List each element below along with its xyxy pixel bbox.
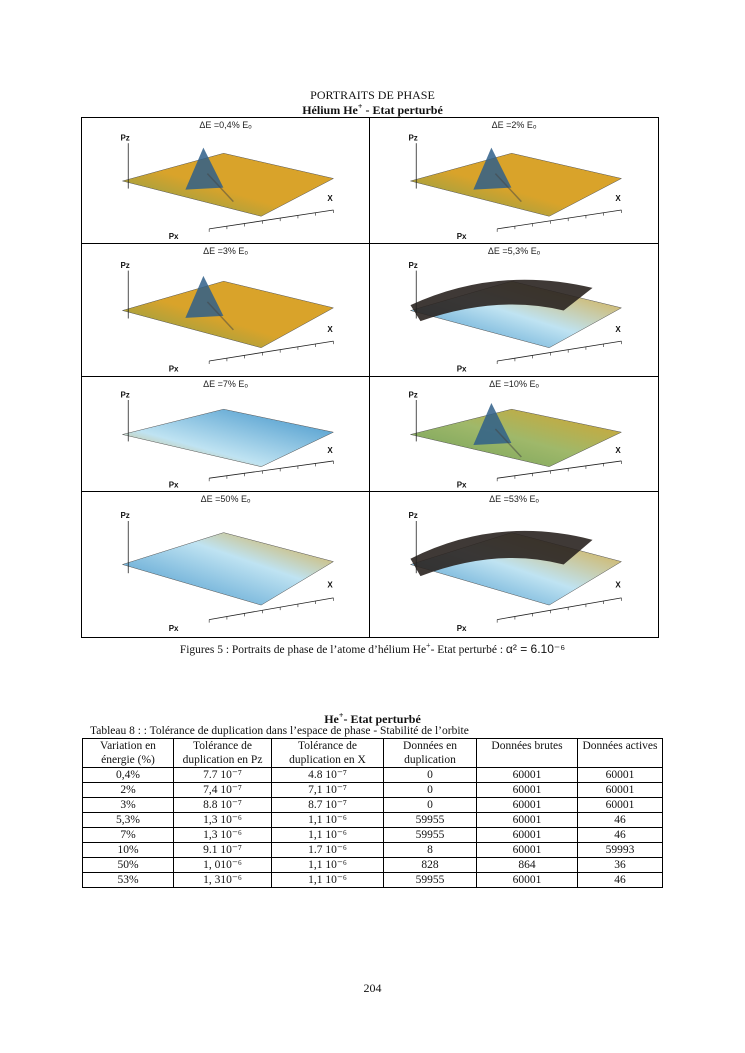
panel-label: ΔE =10% Eₒ — [489, 379, 539, 389]
surface-plot — [82, 244, 370, 377]
table-cell: 2% — [83, 783, 174, 798]
panel-label: ΔE =5,3% Eₒ — [487, 246, 541, 256]
axis-label-x: X — [615, 445, 621, 455]
table-cell: 60001 — [477, 813, 578, 828]
axis-label-x: X — [615, 324, 621, 334]
panel-label: ΔE =53% Eₒ — [489, 494, 539, 504]
phase-panel — [370, 377, 658, 492]
table-cell: 1,1 10⁻⁶ — [272, 858, 384, 873]
table-cell: 46 — [578, 813, 663, 828]
axis-x — [209, 210, 333, 229]
surface — [410, 153, 621, 216]
surface — [122, 281, 333, 348]
table-row — [83, 783, 663, 798]
table-cell: 60001 — [477, 798, 578, 813]
phase-portrait-grid — [81, 117, 659, 638]
table-cell: 60001 — [477, 828, 578, 843]
phase-panel — [82, 492, 370, 637]
alpha-formula: α² = 6.10⁻⁶ — [505, 641, 566, 656]
axis-x — [209, 461, 333, 478]
table-row — [83, 768, 663, 783]
table-cell: 7,1 10⁻⁷ — [272, 783, 384, 798]
axis-label-x: X — [327, 580, 333, 590]
table-cell: 8.7 10⁻⁷ — [272, 798, 384, 813]
table-cell: 50% — [83, 858, 174, 873]
table-cell: 59955 — [384, 828, 477, 843]
table-row — [83, 858, 663, 873]
table-caption: Tableau 8 : : Tolérance de duplication dans l’espace de phase - Stabilité de l’orbite — [90, 725, 469, 737]
axis-x — [497, 461, 621, 478]
axis-label-x: X — [615, 580, 621, 590]
surface-plot — [370, 118, 658, 244]
table-cell: 1,3 10⁻⁶ — [174, 828, 272, 843]
panel-label: ΔE =2% Eₒ — [491, 120, 537, 130]
phase-panel — [82, 118, 370, 244]
figure-title: PORTRAITS DE PHASE — [310, 88, 435, 102]
panel-label: ΔE =7% Eₒ — [203, 379, 248, 389]
panel-label: ΔE =3% Eₒ — [203, 246, 248, 256]
table-cell: 0 — [384, 798, 477, 813]
column-header: Données en duplication — [384, 739, 477, 768]
axis-label-pz: Pz — [120, 133, 130, 143]
axis-label-px: Px — [456, 480, 467, 490]
table-cell: 46 — [578, 873, 663, 888]
table-row — [83, 813, 663, 828]
table-row — [83, 873, 663, 888]
table-cell: 60001 — [578, 783, 663, 798]
axis-label-pz: Pz — [408, 133, 418, 143]
table-cell: 1, 010⁻⁶ — [174, 858, 272, 873]
table-row — [83, 843, 663, 858]
table-cell: 60001 — [477, 873, 578, 888]
surface — [122, 533, 333, 606]
table-cell: 3% — [83, 798, 174, 813]
table-cell: 1,1 10⁻⁶ — [272, 828, 384, 843]
table-cell: 60001 — [477, 783, 578, 798]
column-header: Données actives — [578, 739, 663, 768]
table-cell: 0 — [384, 768, 477, 783]
table-cell: 828 — [384, 858, 477, 873]
surface — [122, 409, 333, 467]
panel-label: ΔE =0,4% Eₒ — [199, 120, 252, 130]
table-cell: 7.7 10⁻⁷ — [174, 768, 272, 783]
column-header: Variation en énergie (%) — [83, 739, 174, 768]
table-cell: 0 — [384, 783, 477, 798]
axis-label-px: Px — [168, 231, 179, 241]
phase-panel — [370, 244, 658, 377]
axis-label-x: X — [615, 194, 621, 204]
phase-panel — [370, 118, 658, 244]
axis-label-x: X — [327, 324, 333, 334]
page-number: 204 — [363, 981, 382, 995]
surface — [410, 409, 621, 467]
phase-panel — [82, 377, 370, 492]
axis-label-pz: Pz — [408, 260, 418, 270]
axis-label-pz: Pz — [120, 390, 130, 400]
table-cell: 1,1 10⁻⁶ — [272, 813, 384, 828]
table-title: He+- Etat perturbé — [324, 711, 421, 726]
axis-x — [497, 598, 621, 620]
axis-x — [209, 598, 333, 620]
table-cell: 1,1 10⁻⁶ — [272, 873, 384, 888]
table-cell: 4.8 10⁻⁷ — [272, 768, 384, 783]
table-cell: 59993 — [578, 843, 663, 858]
table-cell: 60001 — [477, 843, 578, 858]
column-header: Tolérance de duplication en Pz — [174, 739, 272, 768]
table-cell: 46 — [578, 828, 663, 843]
table-cell: 8 — [384, 843, 477, 858]
axis-x — [497, 341, 621, 361]
table-row — [83, 798, 663, 813]
axis-label-pz: Pz — [408, 390, 418, 400]
figure-subtitle: Hélium He+ - Etat perturbé — [302, 102, 443, 117]
axis-label-pz: Pz — [120, 511, 130, 521]
axis-label-px: Px — [168, 624, 179, 634]
table-cell: 59955 — [384, 813, 477, 828]
axis-label-px: Px — [456, 624, 467, 634]
column-header: Tolérance de duplication en X — [272, 739, 384, 768]
tolerance-table — [82, 738, 663, 888]
axis-label-x: X — [327, 194, 333, 204]
axis-label-px: Px — [456, 364, 467, 374]
table-cell: 5,3% — [83, 813, 174, 828]
table-row — [83, 828, 663, 843]
axis-x — [209, 341, 333, 361]
table-cell: 0,4% — [83, 768, 174, 783]
table-cell: 1.7 10⁻⁶ — [272, 843, 384, 858]
table-cell: 53% — [83, 873, 174, 888]
table-cell: 7,4 10⁻⁷ — [174, 783, 272, 798]
phase-panel — [370, 492, 658, 637]
surface-plot — [82, 377, 370, 492]
table-cell: 1,3 10⁻⁶ — [174, 813, 272, 828]
table-header-row — [83, 739, 663, 768]
table-cell: 36 — [578, 858, 663, 873]
phase-panel — [82, 244, 370, 377]
table-cell: 7% — [83, 828, 174, 843]
figure-caption: Figures 5 : Portraits de phase de l’atome d’hélium He+- Etat perturbé : α² = 6.10⁻⁶ — [179, 641, 566, 656]
surface — [122, 153, 333, 216]
column-header: Données brutes — [477, 739, 578, 768]
surface-plot — [82, 118, 370, 244]
table-cell: 10% — [83, 843, 174, 858]
surface-plot — [370, 492, 658, 637]
table-cell: 60001 — [477, 768, 578, 783]
table-cell: 60001 — [578, 768, 663, 783]
axis-label-x: X — [327, 445, 333, 455]
axis-label-pz: Pz — [120, 260, 130, 270]
table-cell: 864 — [477, 858, 578, 873]
surface-plot — [370, 377, 658, 492]
surface-plot — [82, 492, 370, 637]
table-cell: 1, 310⁻⁶ — [174, 873, 272, 888]
table-cell: 9.1 10⁻⁷ — [174, 843, 272, 858]
axis-label-pz: Pz — [408, 511, 418, 521]
axis-label-px: Px — [168, 364, 179, 374]
axis-label-px: Px — [168, 480, 179, 490]
axis-x — [497, 210, 621, 229]
table-cell: 60001 — [578, 798, 663, 813]
panel-label: ΔE =50% Eₒ — [200, 494, 251, 504]
surface-plot — [370, 244, 658, 377]
axis-label-px: Px — [456, 231, 467, 241]
table-cell: 8.8 10⁻⁷ — [174, 798, 272, 813]
table-cell: 59955 — [384, 873, 477, 888]
